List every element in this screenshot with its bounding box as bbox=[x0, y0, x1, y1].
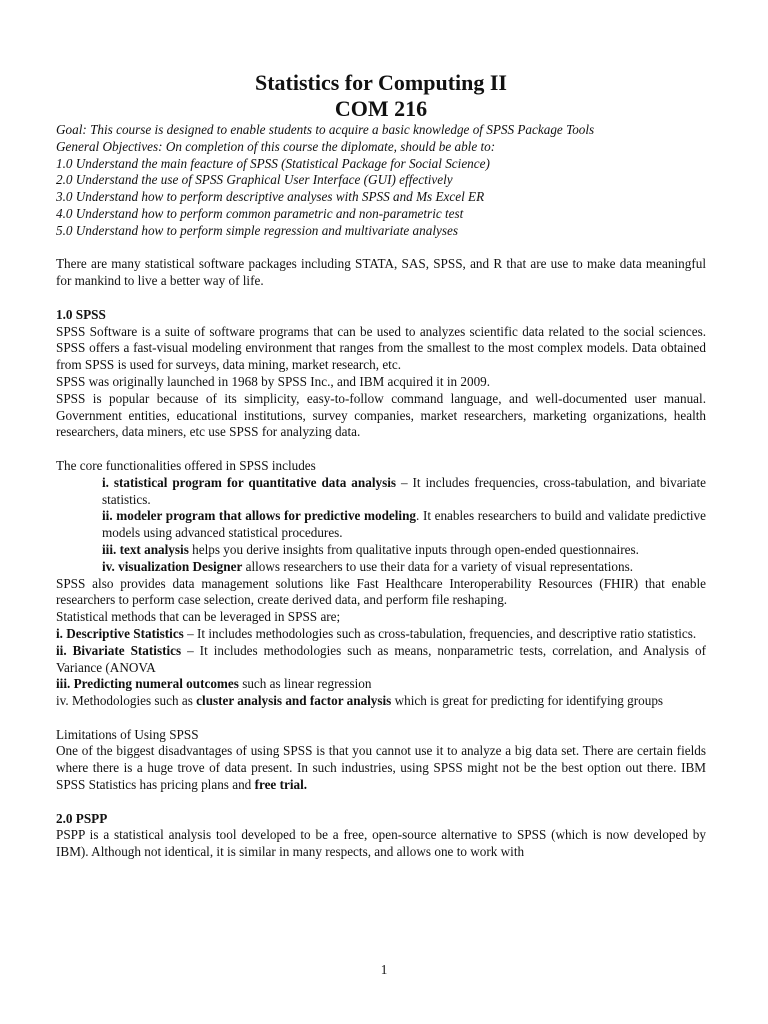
goal-line: Goal: This course is designed to enable students to acquire a basic knowledge of SPSS Package Tools bbox=[56, 122, 595, 137]
objectives-list bbox=[56, 122, 706, 240]
limitations-heading: Limitations of Using SPSS bbox=[56, 726, 199, 742]
objective-item: 2.0 Understand the use of SPSS Graphical User Interface (GUI) effectively bbox=[56, 172, 453, 188]
document-title: Statistics for Computing II bbox=[254, 70, 507, 95]
data-management-paragraph: SPSS also provides data management solutions like Fast Healthcare Interoperability Resources (FHIR) that enable researchers to perform case selection, create derived data, and perform file reshaping. bbox=[56, 575, 706, 608]
pspp-paragraph: PSPP is a statistical analysis tool developed to be a free, open-source alternative to SPSS (which is now developed by IBM). Although not identical, it is similar in many respects, and allows one to work with bbox=[56, 827, 706, 860]
method-item: ii. Bivariate Statistics – It includes methodologies such as means, nonparametric tests, correlation, and Analysis of Variance (ANOVA bbox=[56, 642, 706, 675]
core-item: ii. modeler program that allows for predictive modeling. It enables researchers to build and validate predictive models using advanced statistical procedures. bbox=[102, 508, 706, 541]
core-intro: The core functionalities offered in SPSS includes bbox=[56, 457, 316, 473]
method-item: iv. Methodologies such as cluster analysis and factor analysis which is great for predicting for identifying groups bbox=[56, 693, 664, 709]
limitations-paragraph: One of the biggest disadvantages of using SPSS is that you cannot use it to analyze a big data set. There are certain fields where there is a huge trove of data present. In such industries, using SPSS might not be the best option out there. IBM SPSS Statistics has pricing plans and free trial. bbox=[56, 743, 706, 793]
core-item: i. statistical program for quantitative data analysis – It includes frequencies, cross-tabulation, and bivariate statistics. bbox=[102, 474, 706, 507]
objective-item: 4.0 Understand how to perform common parametric and non-parametric test bbox=[56, 205, 464, 221]
core-item: iv. visualization Designer allows researchers to use their data for a variety of visual representations. bbox=[102, 558, 634, 574]
objective-item: 1.0 Understand the main feacture of SPSS (Statistical Package for Social Science) bbox=[56, 155, 490, 171]
spss-history: SPSS was originally launched in 1968 by SPSS Inc., and IBM acquired it in 2009. bbox=[56, 373, 491, 389]
objectives-intro: General Objectives: On completion of this course the diplomate, should be able to: bbox=[56, 138, 496, 154]
spss-paragraph: SPSS Software is a suite of software programs that can be used to analyzes scientific data related to the social sciences. SPSS offers a fast-visual modeling environment that ranges from the smallest to the most complex models. Data obtained from SPSS is used for surveys, data mining, market research, etc. bbox=[56, 323, 706, 373]
section-heading-pspp: 2.0 PSPP bbox=[56, 810, 108, 826]
page-number: 1 bbox=[380, 962, 388, 977]
objective-item: 3.0 Understand how to perform descriptive analyses with SPSS and Ms Excel ER bbox=[56, 189, 485, 205]
document-page bbox=[56, 70, 706, 861]
methods-intro: Statistical methods that can be leveraged in SPSS are; bbox=[56, 609, 341, 625]
spss-popularity: SPSS is popular because of its simplicity, easy-to-follow command language, and well-documented user manual. Government entities, educational institutions, survey companies, market researchers, marketing organizations, health researchers, data miners, etc use SPSS for analyzing data. bbox=[56, 390, 706, 440]
course-code: COM 216 bbox=[334, 96, 428, 121]
intro-paragraph: There are many statistical software packages including STATA, SAS, SPSS, and R that are use to make data meaningful for mankind to live a better way of life. bbox=[56, 256, 706, 289]
core-item: iii. text analysis helps you derive insights from qualitative inputs through open-ended questionnaires. bbox=[102, 541, 639, 557]
section-heading-spss: 1.0 SPSS bbox=[56, 306, 106, 322]
method-item: iii. Predicting numeral outcomes such as linear regression bbox=[56, 676, 372, 692]
method-item: i. Descriptive Statistics – It includes methodologies such as cross-tabulation, frequencies, and descriptive ratio statistics. bbox=[56, 625, 697, 641]
objective-item: 5.0 Understand how to perform simple regression and multivariate analyses bbox=[56, 222, 458, 238]
